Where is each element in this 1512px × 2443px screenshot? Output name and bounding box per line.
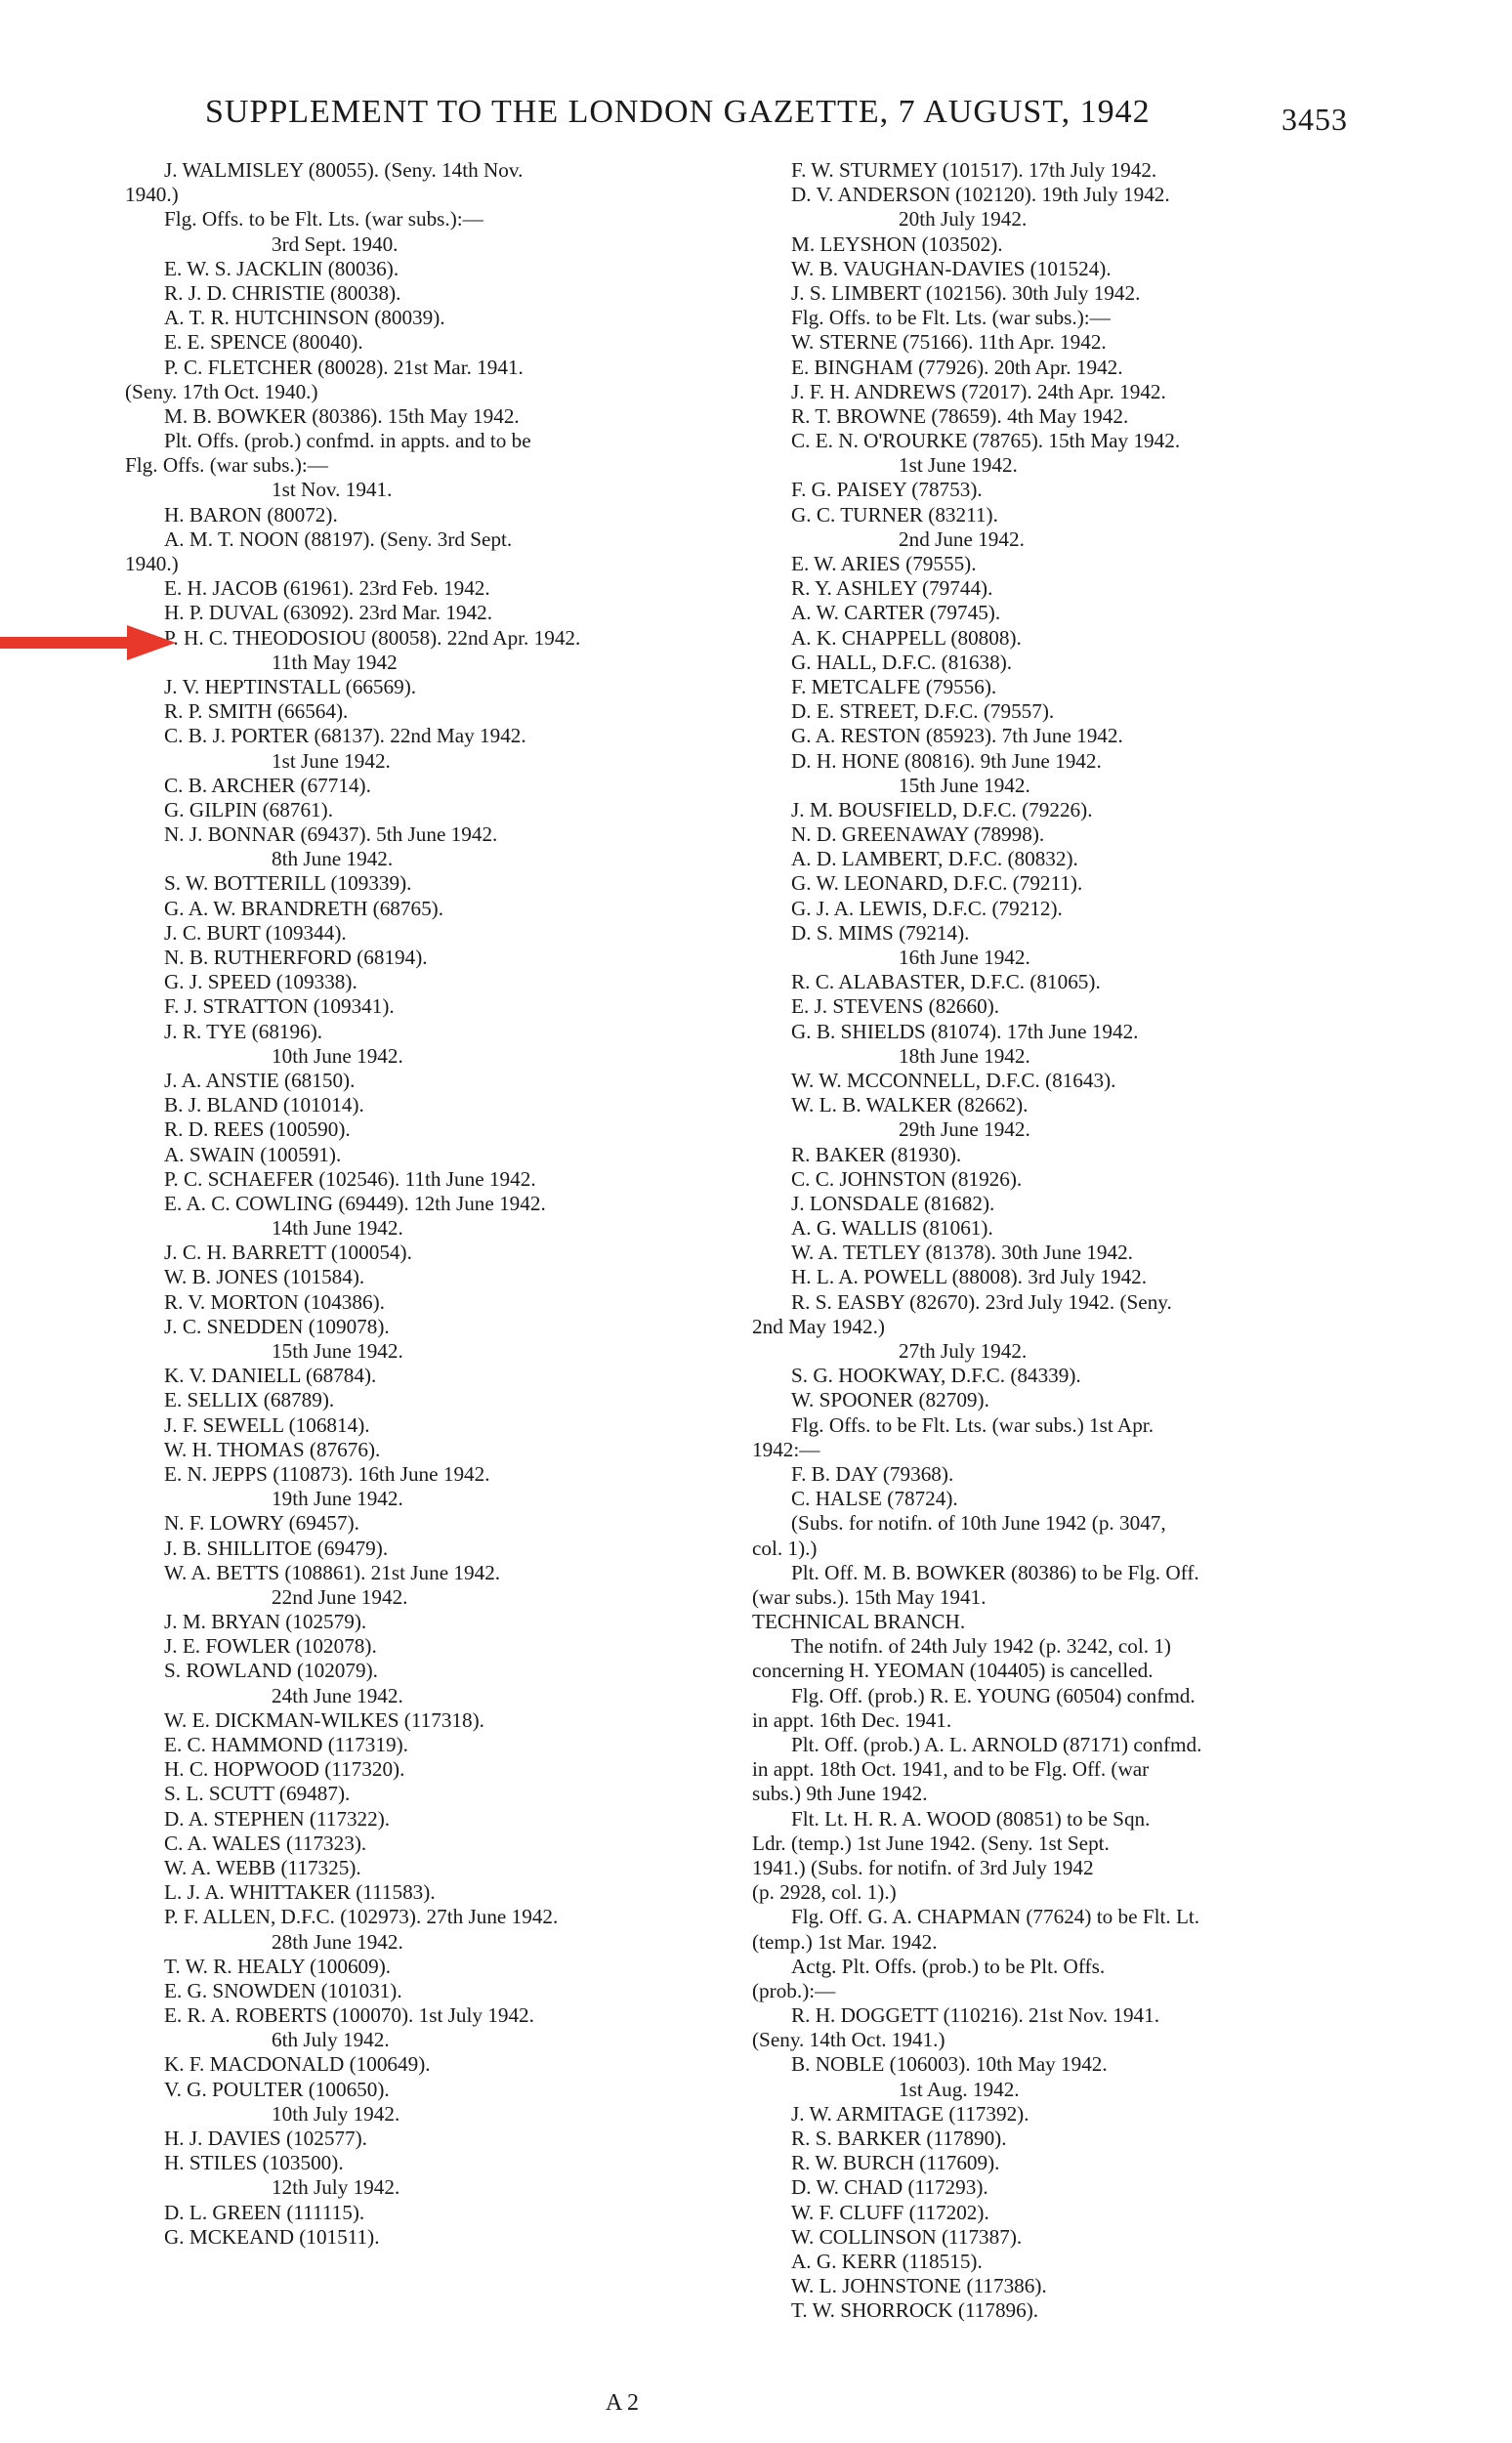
text-line: A. G. WALLIS (81061). <box>791 1216 993 1241</box>
text-line: L. J. A. WHITTAKER (111583). <box>164 1880 436 1905</box>
signature-mark: A 2 <box>606 2390 640 2416</box>
text-line: A. SWAIN (100591). <box>164 1142 342 1166</box>
text-line: (Subs. for notifn. of 10th June 1942 (p. 3047, <box>791 1511 1166 1536</box>
text-line: R. W. BURCH (117609). <box>791 2151 1000 2175</box>
text-line: A. G. KERR (118515). <box>791 2249 983 2273</box>
text-line: J. F. SEWELL (106814). <box>164 1412 370 1437</box>
page-number: 3453 <box>1281 102 1348 137</box>
text-line: W. A. TETLEY (81378). 30th June 1942. <box>791 1241 1133 1265</box>
text-line: 12th July 1942. <box>272 2175 400 2200</box>
text-line: H. C. HOPWOOD (117320). <box>164 1757 405 1782</box>
text-line: Flg. Offs. to be Flt. Lts. (war subs.):— <box>164 207 483 232</box>
text-line: Plt. Off. M. B. BOWKER (80386) to be Flg. Off. <box>791 1560 1199 1584</box>
text-line: Ldr. (temp.) 1st June 1942. (Seny. 1st Sept. <box>752 1831 1110 1855</box>
text-line: K. F. MACDONALD (100649). <box>164 2052 431 2077</box>
text-line: E. G. SNOWDEN (101031). <box>164 1978 402 2002</box>
text-line: R. H. DOGGETT (110216). 21st Nov. 1941. <box>791 2003 1160 2028</box>
text-line: W. B. JONES (101584). <box>164 1265 365 1289</box>
text-line: J. LONSDALE (81682). <box>791 1191 995 1215</box>
text-line: S. L. SCUTT (69487). <box>164 1782 351 1806</box>
right-column <box>752 158 1363 2324</box>
text-line: G. B. SHIELDS (81074). 17th June 1942. <box>791 1019 1139 1043</box>
text-line: G. A. W. BRANDRETH (68765). <box>164 896 444 920</box>
text-line: Flg. Off. (prob.) R. E. YOUNG (60504) confmd. <box>791 1683 1196 1707</box>
text-line: W. STERNE (75166). 11th Apr. 1942. <box>791 330 1107 355</box>
text-line: E. BINGHAM (77926). 20th Apr. 1942. <box>791 355 1123 379</box>
text-line: D. A. STEPHEN (117322). <box>164 1806 391 1831</box>
text-line: E. W. ARIES (79555). <box>791 552 977 575</box>
text-line: 6th July 1942. <box>272 2028 390 2052</box>
text-line: W. A. BETTS (108861). 21st June 1942. <box>164 1560 501 1584</box>
text-line: C. A. WALES (117323). <box>164 1831 367 1855</box>
text-line: 14th June 1942. <box>272 1216 403 1241</box>
page-header <box>205 86 1348 145</box>
text-line: D. E. STREET, D.F.C. (79557). <box>791 699 1055 724</box>
text-line: W. H. THOMAS (87676). <box>164 1437 381 1461</box>
text-line: H. P. DUVAL (63092). 23rd Mar. 1942. <box>164 601 493 625</box>
text-line: G. HALL, D.F.C. (81638). <box>791 650 1013 674</box>
text-line: Flg. Offs. (war subs.):— <box>125 453 328 478</box>
text-line: R. T. BROWNE (78659). 4th May 1942. <box>791 403 1129 428</box>
text-line: G. W. LEONARD, D.F.C. (79211). <box>791 871 1083 896</box>
text-line: F. W. STURMEY (101517). 17th July 1942. <box>791 158 1157 182</box>
text-line: P. H. C. THEODOSIOU (80058). 22nd Apr. 1942. <box>164 625 581 650</box>
text-line: concerning H. YEOMAN (104405) is cancelled. <box>752 1659 1154 1683</box>
text-line: 1st June 1942. <box>899 453 1018 478</box>
text-line: A. W. CARTER (79745). <box>791 601 1001 625</box>
text-line: 24th June 1942. <box>272 1683 403 1707</box>
text-line: E. C. HAMMOND (117319). <box>164 1733 408 1756</box>
text-line: E. R. A. ROBERTS (100070). 1st July 1942. <box>164 2003 534 2028</box>
text-line: N. B. RUTHERFORD (68194). <box>164 946 428 969</box>
text-line: S. ROWLAND (102079). <box>164 1659 378 1683</box>
text-line: J. E. FOWLER (102078). <box>164 1634 377 1659</box>
text-line: R. V. MORTON (104386). <box>164 1289 385 1314</box>
text-line: W. SPOONER (82709). <box>791 1388 989 1412</box>
text-line: Flg. Offs. to be Flt. Lts. (war subs.) 1st Apr. <box>791 1412 1154 1437</box>
text-line: 18th June 1942. <box>899 1043 1030 1068</box>
text-line: J. C. H. BARRETT (100054). <box>164 1241 412 1265</box>
text-line: C. C. JOHNSTON (81926). <box>791 1166 1023 1191</box>
text-line: F. B. DAY (79368). <box>791 1461 954 1486</box>
text-line: F. J. STRATTON (109341). <box>164 994 395 1019</box>
text-line: E. W. S. JACKLIN (80036). <box>164 256 399 280</box>
text-line: A. M. T. NOON (88197). (Seny. 3rd Sept. <box>164 527 513 551</box>
text-line: R. S. EASBY (82670). 23rd July 1942. (Seny. <box>791 1289 1172 1314</box>
text-line: J. WALMISLEY (80055). (Seny. 14th Nov. <box>164 158 524 182</box>
text-line: S. W. BOTTERILL (109339). <box>164 871 412 896</box>
text-line: 1st Aug. 1942. <box>899 2077 1020 2101</box>
text-line: J. M. BRYAN (102579). <box>164 1610 367 1634</box>
text-line: 3rd Sept. 1940. <box>272 232 399 256</box>
text-line: (prob.):— <box>752 1978 836 2002</box>
text-line: Actg. Plt. Offs. (prob.) to be Plt. Offs. <box>791 1954 1106 1978</box>
text-line: 27th July 1942. <box>899 1339 1028 1363</box>
text-line: B. NOBLE (106003). 10th May 1942. <box>791 2052 1108 2077</box>
text-line: R. C. ALABASTER, D.F.C. (81065). <box>791 970 1101 994</box>
text-line: 16th June 1942. <box>899 946 1030 969</box>
text-line: (p. 2928, col. 1).) <box>752 1880 897 1905</box>
text-line: J. W. ARMITAGE (117392). <box>791 2101 1029 2126</box>
text-line: J. C. BURT (109344). <box>164 920 347 945</box>
left-column <box>125 158 731 2250</box>
text-line: R. Y. ASHLEY (79744). <box>791 576 993 601</box>
text-line: W. E. DICKMAN-WILKES (117318). <box>164 1707 484 1732</box>
text-line: A. T. R. HUTCHINSON (80039). <box>164 306 445 330</box>
text-line: N. J. BONNAR (69437). 5th June 1942. <box>164 822 498 847</box>
text-line: 15th June 1942. <box>899 773 1030 797</box>
text-line: R. P. SMITH (66564). <box>164 699 349 724</box>
text-line: TECHNICAL BRANCH. <box>752 1610 966 1634</box>
text-line: W. A. WEBB (117325). <box>164 1855 361 1879</box>
text-line: 15th June 1942. <box>272 1339 403 1363</box>
text-line: 2nd June 1942. <box>899 527 1025 551</box>
text-line: S. G. HOOKWAY, D.F.C. (84339). <box>791 1364 1081 1388</box>
text-line: T. W. SHORROCK (117896). <box>791 2298 1039 2323</box>
text-line: H. BARON (80072). <box>164 502 338 527</box>
text-line: Plt. Off. (prob.) A. L. ARNOLD (87171) confmd. <box>791 1733 1202 1756</box>
text-line: J. B. SHILLITOE (69479). <box>164 1536 389 1560</box>
text-line: G. A. RESTON (85923). 7th June 1942. <box>791 724 1123 748</box>
text-line: R. D. REES (100590). <box>164 1117 351 1142</box>
text-line: F. METCALFE (79556). <box>791 674 997 698</box>
text-line: 19th June 1942. <box>272 1487 403 1511</box>
text-line: G. J. SPEED (109338). <box>164 970 357 994</box>
text-line: H. J. DAVIES (102577). <box>164 2127 367 2150</box>
text-line: (temp.) 1st Mar. 1942. <box>752 1929 938 1954</box>
text-line: J. S. LIMBERT (102156). 30th July 1942. <box>791 280 1141 305</box>
text-line: G. J. A. LEWIS, D.F.C. (79212). <box>791 896 1063 920</box>
text-line: R. BAKER (81930). <box>791 1142 962 1166</box>
text-line: The notifn. of 24th July 1942 (p. 3242, col. 1) <box>791 1634 1171 1659</box>
text-line: W. L. JOHNSTONE (117386). <box>791 2274 1047 2298</box>
text-line: B. J. BLAND (101014). <box>164 1093 364 1117</box>
text-line: C. HALSE (78724). <box>791 1487 958 1511</box>
text-line: N. F. LOWRY (69457). <box>164 1511 359 1536</box>
text-line: D. H. HONE (80816). 9th June 1942. <box>791 748 1102 773</box>
text-line: C. B. J. PORTER (68137). 22nd May 1942. <box>164 724 526 748</box>
text-line: Flg. Offs. to be Flt. Lts. (war subs.):— <box>791 306 1111 330</box>
text-line: (war subs.). 15th May 1941. <box>752 1584 987 1609</box>
text-line: 1940.) <box>125 183 179 207</box>
text-line: E. SELLIX (68789). <box>164 1388 335 1412</box>
text-line: 1940.) <box>125 552 179 575</box>
text-line: W. B. VAUGHAN-DAVIES (101524). <box>791 256 1112 280</box>
text-line: N. D. GREENAWAY (78998). <box>791 822 1045 847</box>
text-line: 8th June 1942. <box>272 847 394 871</box>
text-line: E. N. JEPPS (110873). 16th June 1942. <box>164 1461 490 1486</box>
text-line: subs.) 9th June 1942. <box>752 1782 928 1806</box>
text-line: 28th June 1942. <box>272 1929 403 1954</box>
text-line: E. E. SPENCE (80040). <box>164 330 363 355</box>
text-line: J. C. SNEDDEN (109078). <box>164 1314 390 1338</box>
text-line: D. V. ANDERSON (102120). 19th July 1942. <box>791 183 1170 207</box>
text-line: G. MCKEAND (101511). <box>164 2224 380 2249</box>
text-line: T. W. R. HEALY (100609). <box>164 1954 392 1978</box>
text-line: J. F. H. ANDREWS (72017). 24th Apr. 1942. <box>791 379 1166 403</box>
text-line: G. GILPIN (68761). <box>164 797 334 821</box>
text-line: (Seny. 17th Oct. 1940.) <box>125 379 318 403</box>
text-line: A. K. CHAPPELL (80808). <box>791 625 1022 650</box>
text-line: 10th July 1942. <box>272 2101 400 2126</box>
text-line: H. STILES (103500). <box>164 2151 344 2175</box>
text-line: P. C. FLETCHER (80028). 21st Mar. 1941. <box>164 355 524 379</box>
text-line: A. D. LAMBERT, D.F.C. (80832). <box>791 847 1078 871</box>
text-line: 1st June 1942. <box>272 748 391 773</box>
text-line: G. C. TURNER (83211). <box>791 502 998 527</box>
text-line: D. W. CHAD (117293). <box>791 2175 988 2200</box>
text-line: M. LEYSHON (103502). <box>791 232 1003 256</box>
text-line: 1942:— <box>752 1437 820 1461</box>
text-line: W. W. MCCONNELL, D.F.C. (81643). <box>791 1068 1116 1092</box>
text-line: W. COLLINSON (117387). <box>791 2224 1023 2249</box>
text-line: R. J. D. CHRISTIE (80038). <box>164 280 401 305</box>
text-line: J. M. BOUSFIELD, D.F.C. (79226). <box>791 797 1093 821</box>
text-line: E. H. JACOB (61961). 23rd Feb. 1942. <box>164 576 490 601</box>
text-line: K. V. DANIELL (68784). <box>164 1364 377 1388</box>
text-line: H. L. A. POWELL (88008). 3rd July 1942. <box>791 1265 1148 1289</box>
text-line: V. G. POULTER (100650). <box>164 2077 390 2101</box>
text-line: J. A. ANSTIE (68150). <box>164 1068 356 1092</box>
text-line: J. R. TYE (68196). <box>164 1019 323 1043</box>
text-line: 20th July 1942. <box>899 207 1028 232</box>
text-line: Flt. Lt. H. R. A. WOOD (80851) to be Sqn. <box>791 1806 1151 1831</box>
text-line: F. G. PAISEY (78753). <box>791 478 983 502</box>
text-line: D. S. MIMS (79214). <box>791 920 970 945</box>
text-line: 11th May 1942 <box>272 650 398 674</box>
text-line: P. F. ALLEN, D.F.C. (102973). 27th June 1942. <box>164 1905 559 1929</box>
text-line: 1941.) (Subs. for notifn. of 3rd July 1942 <box>752 1855 1094 1879</box>
text-line: Flg. Off. G. A. CHAPMAN (77624) to be Flt. Lt. <box>791 1905 1200 1929</box>
text-line: 29th June 1942. <box>899 1117 1030 1142</box>
text-line: Plt. Offs. (prob.) confmd. in appts. and to be <box>164 429 531 453</box>
text-line: E. J. STEVENS (82660). <box>791 994 1000 1019</box>
text-line: (Seny. 14th Oct. 1941.) <box>752 2028 945 2052</box>
right-arrow-icon <box>0 625 176 660</box>
text-line: J. V. HEPTINSTALL (66569). <box>164 674 417 698</box>
text-line: W. L. B. WALKER (82662). <box>791 1093 1029 1117</box>
text-line: col. 1).) <box>752 1536 818 1560</box>
text-line: W. F. CLUFF (117202). <box>791 2200 989 2224</box>
text-line: 2nd May 1942.) <box>752 1314 885 1338</box>
text-line: 10th June 1942. <box>272 1043 403 1068</box>
text-line: P. C. SCHAEFER (102546). 11th June 1942. <box>164 1166 536 1191</box>
text-line: C. E. N. O'ROURKE (78765). 15th May 1942. <box>791 429 1181 453</box>
text-line: D. L. GREEN (111115). <box>164 2200 365 2224</box>
gazette-title: SUPPLEMENT TO THE LONDON GAZETTE, 7 AUGUST, 1942 <box>205 94 1151 130</box>
text-line: R. S. BARKER (117890). <box>791 2127 1007 2150</box>
text-line: E. A. C. COWLING (69449). 12th June 1942. <box>164 1191 546 1215</box>
text-line: in appt. 16th Dec. 1941. <box>752 1707 952 1732</box>
text-line: 22nd June 1942. <box>272 1584 408 1609</box>
text-line: 1st Nov. 1941. <box>272 478 393 502</box>
text-line: C. B. ARCHER (67714). <box>164 773 371 797</box>
text-line: in appt. 18th Oct. 1941, and to be Flg. Off. (war <box>752 1757 1150 1782</box>
text-line: M. B. BOWKER (80386). 15th May 1942. <box>164 403 520 428</box>
